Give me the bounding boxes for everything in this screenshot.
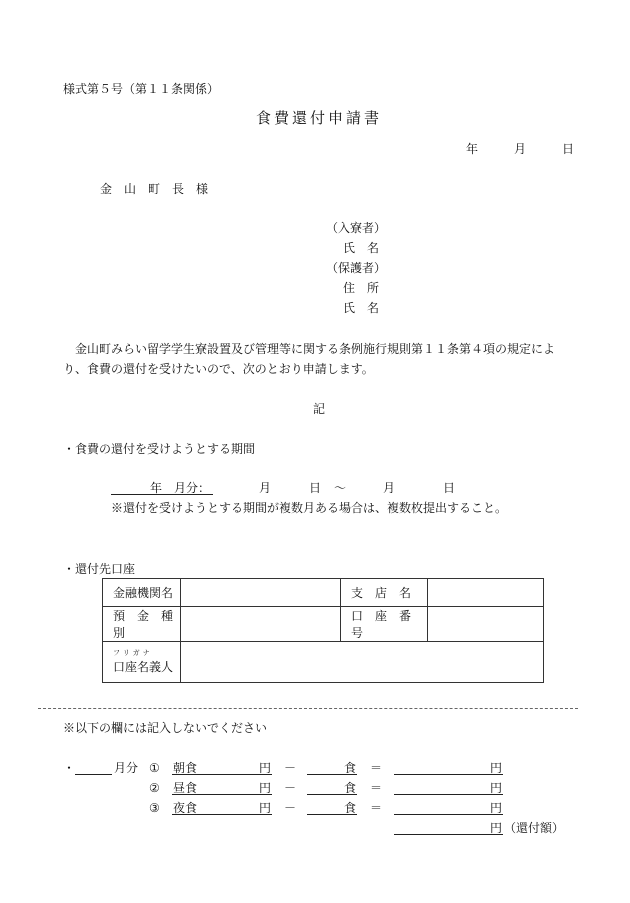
page-title: 食費還付申請書 [256, 109, 383, 127]
office-bullet: ・ [63, 761, 76, 775]
row-1-meal: 朝食 [173, 761, 198, 775]
row-1-minus: － [284, 761, 297, 775]
holder-label: 口座名義人 [113, 659, 174, 674]
row-1-shoku: 食 [344, 761, 357, 775]
holder-furigana: フリガナ [113, 648, 153, 657]
row-1-result-yen: 円 [490, 761, 503, 775]
period-heading: ・食費の還付を受けようとする期間 [63, 442, 256, 456]
body-line-2: り、食費の還付を受けたいので、次のとおり申請します。 [63, 362, 374, 376]
account-heading: ・還付先口座 [63, 562, 136, 576]
addressee: 金 山 町 長 様 [100, 182, 209, 196]
period-note: ※還付を受けようとする期間が複数月ある場合は、複数枚提出すること。 [111, 501, 508, 515]
row-2-shoku: 食 [344, 781, 357, 795]
total-yen: 円 [490, 821, 503, 835]
row-2-meal: 昼食 [173, 781, 198, 795]
row-2-yen: 円 [259, 781, 272, 795]
bank-label: 金融機関名 [103, 579, 181, 607]
date-day-label: 日 [562, 142, 575, 156]
student-label: （入寮者） [326, 221, 387, 235]
form-number: 様式第５号（第１１条関係） [63, 82, 220, 96]
row-3-result-yen: 円 [490, 801, 503, 815]
row-2-result-underline [394, 794, 503, 795]
ki-mark: 記 [313, 402, 326, 416]
period-from-day: 日 [309, 481, 322, 495]
row-1-eq: ＝ [370, 761, 383, 775]
guardian-address-label: 住 所 [343, 281, 380, 295]
row-3-num: ③ [149, 801, 160, 815]
student-name-label: 氏 名 [343, 241, 380, 255]
total-label: （還付額） [504, 821, 565, 835]
date-month-label: 月 [514, 142, 527, 156]
account-number-field[interactable] [428, 607, 544, 642]
row-3-yen: 円 [259, 801, 272, 815]
account-number-label: 口 座 番 号 [341, 607, 428, 642]
branch-field[interactable] [428, 579, 544, 607]
row-2-result-yen: 円 [490, 781, 503, 795]
row-2-eq: ＝ [370, 781, 383, 795]
guardian-name-label: 氏 名 [343, 301, 380, 315]
row-3-shoku: 食 [344, 801, 357, 815]
holder-field[interactable] [181, 642, 544, 683]
row-1-result-underline [394, 774, 503, 775]
branch-label: 支 店 名 [341, 579, 428, 607]
row-3-result-underline [394, 814, 503, 815]
bank-field[interactable] [181, 579, 341, 607]
row-1-yen: 円 [259, 761, 272, 775]
deposit-type-label: 預 金 種 別 [103, 607, 181, 642]
office-note: ※以下の欄には記入しないでください [63, 721, 268, 735]
guardian-label: （保護者） [326, 261, 387, 275]
period-to-month: 月 [383, 481, 396, 495]
row-3-minus: － [284, 801, 297, 815]
body-line-1: 金山町みらい留学学生寮設置及び管理等に関する条例施行規則第１１条第４項の規定によ [75, 342, 556, 356]
row-2-minus: － [284, 781, 297, 795]
date-year-label: 年 [466, 142, 479, 156]
period-year-label: 年 [150, 481, 163, 495]
row-3-meal: 夜食 [173, 801, 198, 815]
period-from-month: 月 [259, 481, 272, 495]
cut-line [38, 708, 578, 709]
row-2-num: ② [149, 781, 160, 795]
row-1-num: ① [149, 761, 160, 775]
period-tilde: ～ [334, 481, 347, 495]
office-month-underline [75, 774, 112, 775]
deposit-type-field[interactable] [181, 607, 341, 642]
row-3-eq: ＝ [370, 801, 383, 815]
office-month-label: 月分 [114, 761, 139, 775]
account-table [102, 578, 544, 683]
period-to-day: 日 [443, 481, 456, 495]
period-month-portion-label: 月分： [174, 481, 211, 495]
total-underline [394, 834, 503, 835]
holder-label-cell [103, 642, 181, 683]
